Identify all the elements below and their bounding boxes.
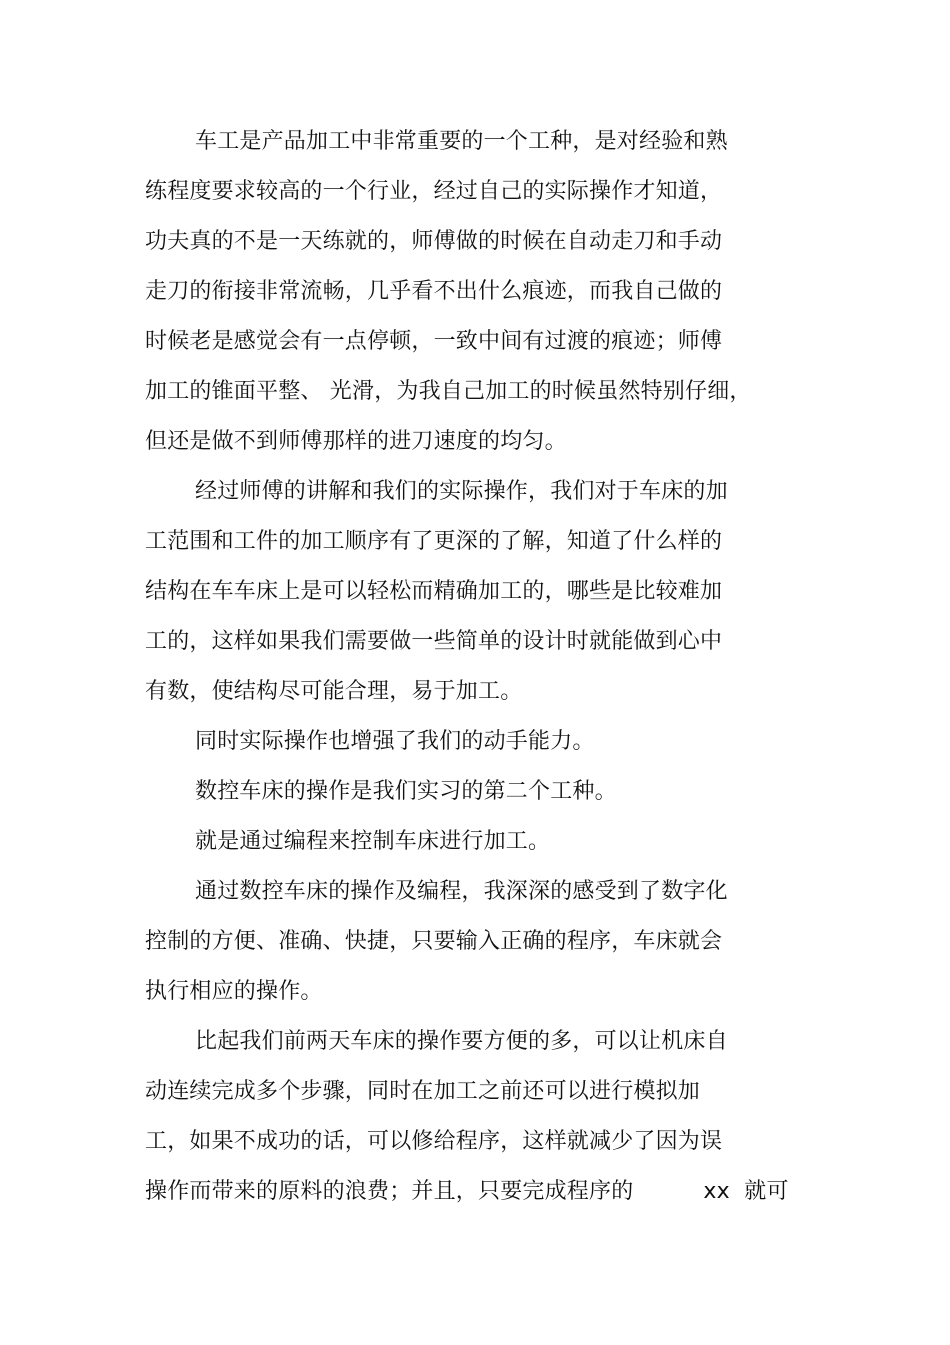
paragraph-1-line-6: 加工的锥面平整、 光滑，为我自己加工的时候虽然特别仔细， bbox=[145, 379, 752, 404]
paragraph-2-line-5: 有数，使结构尽可能合理，易于加工。 bbox=[145, 679, 523, 704]
paragraph-6-line-2: 控制的方便、准确、快捷，只要输入正确的程序，车床就会 bbox=[145, 929, 723, 954]
paragraph-7-line-2: 动连续完成多个步骤，同时在加工之前还可以进行模拟加 bbox=[145, 1079, 701, 1104]
last-line-text: 操作而带来的原料的浪费；并且，只要完成程序的 bbox=[145, 1179, 634, 1204]
paragraph-2-line-3: 结构在车车床上是可以轻松而精确加工的，哪些是比较难加 bbox=[145, 579, 723, 604]
paragraph-4-line-1: 数控车床的操作是我们实习的第二个工种。 bbox=[195, 779, 617, 804]
paragraph-3-line-1: 同时实际操作也增强了我们的动手能力。 bbox=[195, 729, 595, 754]
paragraph-6-line-1: 通过数控车床的操作及编程，我深深的感受到了数字化 bbox=[195, 879, 728, 904]
paragraph-2-line-4: 工的，这样如果我们需要做一些简单的设计时就能做到心中 bbox=[145, 629, 723, 654]
paragraph-2-line-1: 经过师傅的讲解和我们的实际操作，我们对于车床的加 bbox=[195, 479, 728, 504]
paragraph-2-line-2: 工范围和工件的加工顺序有了更深的了解，知道了什么样的 bbox=[145, 529, 723, 554]
last-line-tail: 就可 bbox=[744, 1179, 789, 1204]
paragraph-1-line-2: 练程度要求较高的一个行业，经过自己的实际操作才知道， bbox=[145, 179, 723, 204]
paragraph-6-line-3: 执行相应的操作。 bbox=[145, 979, 323, 1004]
paragraph-7-line-3: 工，如果不成功的话，可以修给程序，这样就减少了因为误 bbox=[145, 1129, 723, 1154]
paragraph-7-line-1: 比起我们前两天车床的操作要方便的多，可以让机床自 bbox=[195, 1029, 728, 1054]
paragraph-1-line-1: 车工是产品加工中非常重要的一个工种，是对经验和熟 bbox=[195, 129, 728, 154]
paragraph-1-line-4: 走刀的衔接非常流畅，几乎看不出什么痕迹，而我自己做的 bbox=[145, 279, 723, 304]
paragraph-7-line-4 bbox=[145, 1177, 789, 1207]
paragraph-1-line-7: 但还是做不到师傅那样的进刀速度的均匀。 bbox=[145, 429, 567, 454]
paragraph-1-line-5: 时候老是感觉会有一点停顿，一致中间有过渡的痕迹；师傅 bbox=[145, 329, 723, 354]
paragraph-1-line-3: 功夫真的不是一天练就的，师傅做的时候在自动走刀和手动 bbox=[145, 229, 723, 254]
paragraph-5-line-1: 就是通过编程来控制车床进行加工。 bbox=[195, 829, 551, 854]
placeholder-text: xx bbox=[703, 1179, 730, 1204]
